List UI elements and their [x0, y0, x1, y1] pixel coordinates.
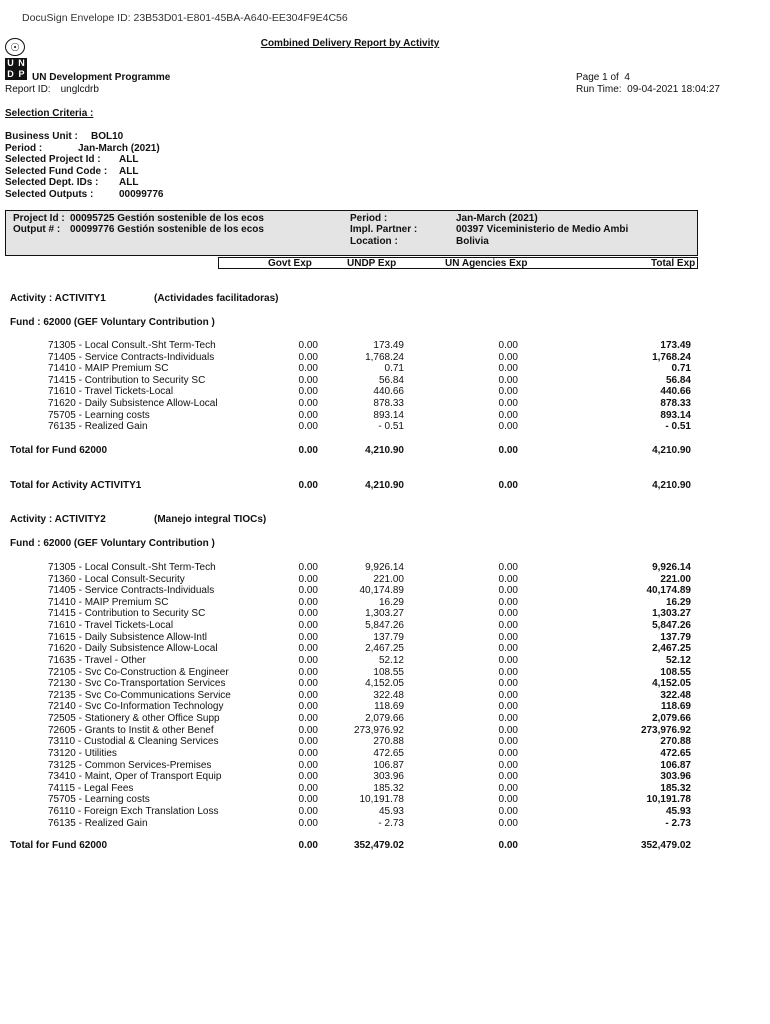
- amount-cell: 0.00: [298, 352, 318, 363]
- amount-cell: 173.49: [373, 340, 404, 351]
- amount-cell: 878.33: [660, 398, 691, 409]
- amount-cell: 0.00: [298, 562, 318, 573]
- line-item-label: 72140 - Svc Co-Information Technology: [48, 701, 224, 712]
- fund-total-label: Total for Fund 62000: [10, 445, 108, 456]
- amount-cell: 0.00: [498, 386, 518, 397]
- amount-cell: 106.87: [373, 760, 404, 771]
- line-item-label: 72135 - Svc Co-Communications Service: [48, 690, 231, 701]
- amount-cell: 0.00: [298, 398, 318, 409]
- activity-description: (Manejo integral TIOCs): [154, 514, 267, 525]
- amount-cell: 0.00: [298, 445, 318, 456]
- amount-cell: 0.00: [498, 562, 518, 573]
- line-item-label: 76135 - Realized Gain: [48, 421, 148, 432]
- amount-cell: 0.00: [298, 585, 318, 596]
- amount-cell: 2,467.25: [365, 643, 404, 654]
- line-item-label: 71620 - Daily Subsistence Allow-Local: [48, 398, 218, 409]
- column-undp-exp: UNDP Exp: [347, 258, 397, 269]
- amount-cell: 0.00: [298, 678, 318, 689]
- logo-letter: U: [5, 58, 16, 69]
- line-item-label: 71415 - Contribution to Security SC: [48, 608, 206, 619]
- amount-cell: 0.00: [498, 667, 518, 678]
- amount-cell: 4,152.05: [652, 678, 691, 689]
- amount-cell: 0.00: [298, 771, 318, 782]
- line-item-label: 72130 - Svc Co-Transportation Services: [48, 678, 226, 689]
- line-item-label: 71620 - Daily Subsistence Allow-Local: [48, 643, 218, 654]
- location-label: Location :: [350, 236, 398, 247]
- amount-cell: 1,768.24: [365, 352, 404, 363]
- amount-cell: 0.00: [498, 352, 518, 363]
- amount-cell: 322.48: [373, 690, 404, 701]
- amount-cell: 0.00: [498, 678, 518, 689]
- line-item-label: 71410 - MAIP Premium SC: [48, 363, 169, 374]
- amount-cell: 0.00: [498, 783, 518, 794]
- amount-cell: 0.00: [498, 574, 518, 585]
- amount-cell: 0.00: [498, 655, 518, 666]
- criteria-row: Business Unit : BOL10: [5, 131, 124, 142]
- amount-cell: 1,768.24: [652, 352, 691, 363]
- report-id-value: unglcdrb: [60, 84, 99, 95]
- amount-cell: 0.00: [498, 643, 518, 654]
- amount-cell: 0.00: [498, 445, 518, 456]
- period-value: Jan-March (2021): [456, 213, 538, 224]
- amount-cell: 0.71: [671, 363, 691, 374]
- activity-total-label: Total for Activity ACTIVITY1: [10, 480, 142, 491]
- fund-label: Fund : 62000 (GEF Voluntary Contribution ): [10, 538, 215, 549]
- org-name: UN Development Programme: [32, 72, 171, 83]
- line-item-label: 72105 - Svc Co-Construction & Engineer: [48, 667, 229, 678]
- amount-cell: 0.00: [298, 410, 318, 421]
- amount-cell: 0.00: [498, 760, 518, 771]
- page-total: 4: [624, 72, 630, 83]
- amount-cell: 0.00: [498, 398, 518, 409]
- amount-cell: 106.87: [660, 760, 691, 771]
- amount-cell: 270.88: [373, 736, 404, 747]
- amount-cell: 0.00: [498, 748, 518, 759]
- amount-cell: 352,479.02: [640, 840, 691, 851]
- amount-cell: 440.66: [373, 386, 404, 397]
- amount-cell: 0.00: [498, 620, 518, 631]
- amount-cell: 0.00: [298, 363, 318, 374]
- run-time: [576, 84, 720, 95]
- amount-cell: 0.00: [498, 690, 518, 701]
- amount-cell: - 2.73: [378, 818, 404, 829]
- page-label: Page 1 of: [576, 72, 619, 83]
- line-item-label: 71360 - Local Consult-Security: [48, 574, 185, 585]
- envelope-id: DocuSign Envelope ID: 23B53D01-E801-45BA-A640-EE304F9E4C56: [22, 12, 348, 24]
- amount-cell: 352,479.02: [353, 840, 404, 851]
- amount-cell: 270.88: [660, 736, 691, 747]
- location-value: Bolivia: [456, 236, 489, 247]
- amount-cell: 10,191.78: [359, 794, 404, 805]
- amount-cell: 0.00: [298, 574, 318, 585]
- amount-cell: 137.79: [373, 632, 404, 643]
- run-time-label: Run Time:: [576, 84, 622, 95]
- line-item-label: 71610 - Travel Tickets-Local: [48, 386, 174, 397]
- amount-cell: 2,079.66: [652, 713, 691, 724]
- output-label: Output # :: [13, 224, 61, 235]
- line-item-label: 71305 - Local Consult.-Sht Term-Tech: [48, 340, 216, 351]
- amount-cell: 9,926.14: [652, 562, 691, 573]
- amount-cell: 0.00: [498, 713, 518, 724]
- partner-label: Impl. Partner :: [350, 224, 418, 235]
- amount-cell: 472.65: [660, 748, 691, 759]
- column-un-agencies-exp: UN Agencies Exp: [445, 258, 528, 269]
- amount-cell: 0.00: [298, 632, 318, 643]
- amount-cell: 0.00: [498, 632, 518, 643]
- line-item-label: 73120 - Utilities: [48, 748, 117, 759]
- amount-cell: 56.84: [378, 375, 404, 386]
- amount-cell: 0.00: [298, 340, 318, 351]
- amount-cell: 0.00: [298, 421, 318, 432]
- amount-cell: 322.48: [660, 690, 691, 701]
- selection-criteria-header: Selection Criteria :: [5, 108, 94, 119]
- criteria-row: Selected Outputs : 00099776: [5, 189, 164, 200]
- amount-cell: 137.79: [660, 632, 691, 643]
- amount-cell: - 0.51: [378, 421, 404, 432]
- project-id-label: Project Id :: [13, 213, 65, 224]
- criteria-row: Selected Fund Code : ALL: [5, 166, 139, 177]
- amount-cell: 0.00: [298, 725, 318, 736]
- amount-cell: 0.00: [498, 701, 518, 712]
- amount-cell: 0.00: [298, 806, 318, 817]
- amount-cell: 0.00: [298, 760, 318, 771]
- amount-cell: 0.00: [298, 620, 318, 631]
- line-item-label: 71405 - Service Contracts-Individuals: [48, 585, 215, 596]
- amount-cell: 0.00: [498, 818, 518, 829]
- column-total-exp: Total Exp: [651, 258, 696, 269]
- amount-cell: 0.00: [498, 597, 518, 608]
- amount-cell: 4,210.90: [365, 480, 404, 491]
- line-item-label: 73410 - Maint, Oper of Transport Equip: [48, 771, 222, 782]
- amount-cell: 185.32: [660, 783, 691, 794]
- amount-cell: 0.00: [298, 783, 318, 794]
- criteria-row: Selected Dept. IDs : ALL: [5, 177, 139, 188]
- amount-cell: 4,210.90: [365, 445, 404, 456]
- logo-letter: P: [16, 69, 27, 80]
- activity-label: Activity : ACTIVITY1: [10, 293, 106, 304]
- amount-cell: 173.49: [660, 340, 691, 351]
- amount-cell: 0.00: [498, 608, 518, 619]
- column-govt-exp: Govt Exp: [268, 258, 312, 269]
- amount-cell: 0.00: [298, 748, 318, 759]
- amount-cell: 16.29: [665, 597, 691, 608]
- amount-cell: 16.29: [378, 597, 404, 608]
- amount-cell: 2,079.66: [365, 713, 404, 724]
- line-item-label: 71615 - Daily Subsistence Allow-Intl: [48, 632, 207, 643]
- amount-cell: 0.00: [498, 410, 518, 421]
- project-id-value: 00095725 Gestión sostenible de los ecos: [70, 213, 264, 224]
- amount-cell: 440.66: [660, 386, 691, 397]
- amount-cell: 1,303.27: [652, 608, 691, 619]
- undp-logo: [5, 38, 27, 82]
- amount-cell: 5,847.26: [365, 620, 404, 631]
- amount-cell: 0.00: [298, 480, 318, 491]
- line-item-label: 72605 - Grants to Instit & other Benef: [48, 725, 214, 736]
- amount-cell: 4,152.05: [365, 678, 404, 689]
- amount-cell: 185.32: [373, 783, 404, 794]
- amount-cell: 0.00: [498, 736, 518, 747]
- amount-cell: 0.00: [298, 794, 318, 805]
- fund-total-label: Total for Fund 62000: [10, 840, 108, 851]
- amount-cell: 0.00: [298, 386, 318, 397]
- output-value: 00099776 Gestión sostenible de los ecos: [70, 224, 264, 235]
- line-item-label: 72505 - Stationery & other Office Supp: [48, 713, 220, 724]
- amount-cell: 45.93: [665, 806, 691, 817]
- line-item-label: 76135 - Realized Gain: [48, 818, 148, 829]
- amount-cell: 0.00: [498, 585, 518, 596]
- line-item-label: 73125 - Common Services-Premises: [48, 760, 212, 771]
- partner-value: 00397 Viceministerio de Medio Ambi: [456, 224, 629, 235]
- line-item-label: 75705 - Learning costs: [48, 410, 150, 421]
- amount-cell: - 2.73: [665, 818, 691, 829]
- amount-cell: 4,210.90: [652, 480, 691, 491]
- amount-cell: 303.96: [373, 771, 404, 782]
- amount-cell: 0.00: [298, 375, 318, 386]
- amount-cell: 108.55: [373, 667, 404, 678]
- amount-cell: 52.12: [378, 655, 404, 666]
- amount-cell: 0.00: [498, 421, 518, 432]
- amount-cell: 893.14: [660, 410, 691, 421]
- un-emblem-icon: ☉: [5, 38, 25, 56]
- line-item-label: 71415 - Contribution to Security SC: [48, 375, 206, 386]
- run-time-value: 09-04-2021 18:04:27: [627, 84, 720, 95]
- amount-cell: 0.00: [298, 701, 318, 712]
- line-item-label: 71610 - Travel Tickets-Local: [48, 620, 174, 631]
- amount-cell: 2,467.25: [652, 643, 691, 654]
- amount-cell: 893.14: [373, 410, 404, 421]
- fund-label: Fund : 62000 (GEF Voluntary Contribution ): [10, 317, 215, 328]
- amount-cell: 0.00: [298, 690, 318, 701]
- amount-cell: 108.55: [660, 667, 691, 678]
- amount-cell: 0.00: [498, 480, 518, 491]
- amount-cell: 40,174.89: [359, 585, 404, 596]
- amount-cell: 221.00: [373, 574, 404, 585]
- amount-cell: 118.69: [374, 701, 404, 712]
- line-item-label: 71635 - Travel - Other: [48, 655, 146, 666]
- amount-cell: 0.00: [498, 840, 518, 851]
- amount-cell: 10,191.78: [646, 794, 691, 805]
- report-id-label: Report ID:: [5, 84, 51, 95]
- criteria-row: Selected Project Id : ALL: [5, 154, 139, 165]
- amount-cell: 0.00: [498, 375, 518, 386]
- line-item-label: 71405 - Service Contracts-Individuals: [48, 352, 215, 363]
- line-item-label: 75705 - Learning costs: [48, 794, 150, 805]
- amount-cell: 0.00: [298, 608, 318, 619]
- line-item-label: 73110 - Custodial & Cleaning Services: [48, 736, 219, 747]
- project-info-box: [5, 210, 698, 256]
- line-item-label: 71305 - Local Consult.-Sht Term-Tech: [48, 562, 216, 573]
- period-label: Period :: [350, 213, 388, 224]
- amount-cell: 0.00: [298, 643, 318, 654]
- amount-cell: 40,174.89: [646, 585, 691, 596]
- report-title: Combined Delivery Report by Activity: [260, 38, 440, 49]
- amount-cell: 0.71: [384, 363, 404, 374]
- amount-cell: 303.96: [660, 771, 691, 782]
- criteria-row: Period : Jan-March (2021): [5, 143, 160, 154]
- amount-cell: 0.00: [298, 597, 318, 608]
- logo-letter: D: [5, 69, 16, 80]
- amount-cell: - 0.51: [665, 421, 691, 432]
- amount-cell: 0.00: [498, 806, 518, 817]
- amount-cell: 472.65: [373, 748, 404, 759]
- report-id: [5, 84, 99, 95]
- activity-description: (Actividades facilitadoras): [154, 293, 279, 304]
- amount-cell: 9,926.14: [365, 562, 404, 573]
- logo-letter: N: [16, 58, 27, 69]
- amount-cell: 0.00: [498, 725, 518, 736]
- amount-cell: 56.84: [665, 375, 691, 386]
- amount-cell: 878.33: [373, 398, 404, 409]
- amount-cell: 0.00: [498, 771, 518, 782]
- amount-cell: 0.00: [298, 818, 318, 829]
- amount-cell: 221.00: [660, 574, 691, 585]
- amount-cell: 45.93: [378, 806, 404, 817]
- line-item-label: 71410 - MAIP Premium SC: [48, 597, 169, 608]
- page-info: [576, 72, 630, 83]
- amount-cell: 52.12: [665, 655, 691, 666]
- amount-cell: 0.00: [498, 363, 518, 374]
- amount-cell: 5,847.26: [652, 620, 691, 631]
- amount-cell: 4,210.90: [652, 445, 691, 456]
- line-item-label: 76110 - Foreign Exch Translation Loss: [48, 806, 219, 817]
- amount-cell: 273,976.92: [640, 725, 691, 736]
- amount-cell: 1,303.27: [365, 608, 404, 619]
- amount-cell: 0.00: [498, 794, 518, 805]
- amount-cell: 0.00: [298, 713, 318, 724]
- amount-cell: 0.00: [298, 840, 318, 851]
- line-item-label: 74115 - Legal Fees: [48, 783, 134, 794]
- amount-cell: 0.00: [298, 655, 318, 666]
- amount-cell: 0.00: [298, 736, 318, 747]
- amount-cell: 118.69: [660, 701, 691, 712]
- amount-cell: 0.00: [298, 667, 318, 678]
- amount-cell: 273,976.92: [353, 725, 404, 736]
- activity-label: Activity : ACTIVITY2: [10, 514, 106, 525]
- amount-cell: 0.00: [498, 340, 518, 351]
